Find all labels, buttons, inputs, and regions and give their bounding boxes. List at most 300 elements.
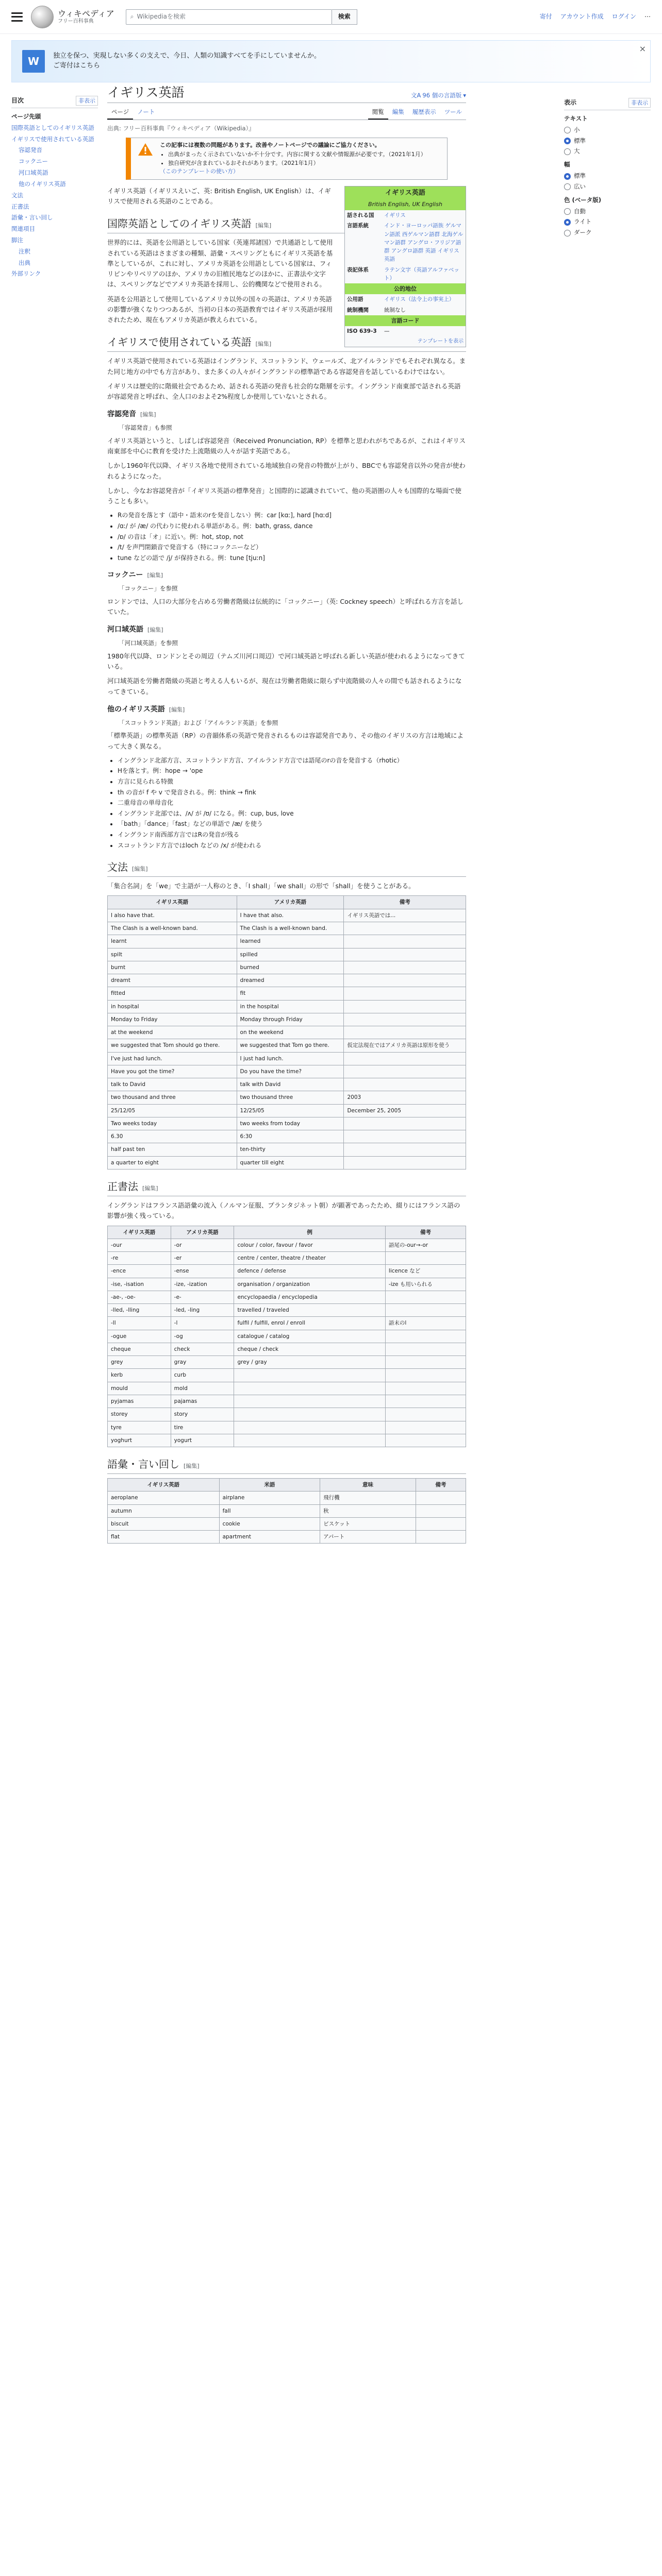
header	[0, 0, 662, 34]
table-cell: at the weekend	[108, 1026, 237, 1039]
appearance-hide-button[interactable]: 非表示	[628, 98, 651, 108]
table-cell: 秋	[320, 1504, 416, 1517]
toc-item[interactable]: 他のイギリス英語	[19, 180, 66, 188]
width-heading: 幅	[564, 161, 570, 168]
banner-text: 独立を保つ、実現しない多くの支えで、今日、人類の知識すべてを手にしていませんか。ご寄付はこちら	[53, 52, 321, 70]
toc-item[interactable]: 文法	[11, 191, 23, 199]
table-cell: a quarter to eight	[108, 1156, 237, 1169]
table-cell	[344, 948, 466, 961]
paragraph: イングランドはフランス語語彙の流入（ノルマン征服、プランタジネット朝）が顕著であったため、綴りにはフランス語の影響が強く残っている。	[107, 1201, 460, 1220]
close-icon[interactable]: ×	[639, 44, 646, 54]
table-cell: grey / gray	[234, 1356, 385, 1369]
tab-read[interactable]: 閲覧	[368, 106, 388, 120]
table-cell	[344, 1143, 466, 1156]
table-cell: check	[171, 1343, 234, 1355]
table-cell: 6:30	[237, 1130, 344, 1143]
width-options	[564, 172, 651, 192]
table-row	[108, 1369, 466, 1382]
hatnote: 「スコットランド英語」および「アイルランド英語」を参照	[119, 719, 278, 726]
table-cell: -our	[108, 1239, 171, 1251]
table-cell: Monday to Friday	[108, 1013, 237, 1026]
table-row	[108, 1026, 466, 1039]
section-heading: 正書法 [編集]	[107, 1179, 466, 1196]
table-row	[108, 1408, 466, 1421]
language-button[interactable]: 文A 96 個の言語版 ▾	[411, 91, 466, 100]
table-cell: fulfil / fulfill, enrol / enroll	[234, 1317, 385, 1330]
table-cell: pyjamas	[108, 1395, 171, 1408]
table-cell: travelled / traveled	[234, 1304, 385, 1317]
toc-item[interactable]: コックニー	[19, 158, 48, 165]
orthography-table	[107, 1226, 466, 1448]
tab-talk[interactable]: ノート	[137, 108, 155, 116]
page-title: イギリス英語	[107, 85, 185, 100]
hatnote: 「コックニー」を参照	[119, 585, 178, 592]
toc-item[interactable]: イギリスで使用されている英語	[11, 135, 94, 143]
table-cell: in hospital	[108, 1000, 237, 1013]
toc-item[interactable]: 容認発音	[19, 146, 42, 154]
paragraph: 世界的には、英語を公用語としている国家（英連邦諸国）で共通語として使用されている英語はさまざまの種類、語彙・スペリングともにイギリス英語を基準としているが、これに対し、アメリカ英語を公用語としている国家は、フィリピンやリベリアのほか、アメリカの旧植民地などのほかに、正書法や文字は、スペリングなどでアメリカ英語を採用し、公的機関などで使用される。	[107, 239, 333, 289]
list-item: • /ɒ/ の音は「オ」に近い。例：hot, stop, not	[118, 532, 466, 542]
table-cell: -ize, -ization	[171, 1278, 234, 1291]
table-cell	[416, 1531, 466, 1544]
table-cell: December 25, 2005	[344, 1104, 466, 1117]
table-cell: fit	[237, 987, 344, 1000]
table-cell	[344, 974, 466, 987]
subsection-heading: コックニー [編集]	[107, 571, 163, 580]
chevron-down-icon: ▾	[463, 92, 466, 99]
bullet-list	[107, 756, 466, 850]
edit-link[interactable]: [編集]	[140, 411, 156, 418]
table-cell	[385, 1408, 466, 1421]
table-row	[108, 1278, 466, 1291]
table-cell: two thousand and three	[108, 1091, 237, 1104]
table-cell: fitted	[108, 987, 237, 1000]
table-cell: I just had lunch.	[237, 1052, 344, 1065]
width-option[interactable]	[564, 182, 651, 192]
paragraph: イギリス英語というと、しばしば容認発音（Received Pronunciation, RP）を標準と思われがちであるが、これはイギリス南東部を中心に教育を受けた上流階級の人々が話す英語である。	[107, 436, 466, 455]
infobox-title: イギリス英語	[345, 187, 466, 200]
table-row	[108, 1065, 466, 1078]
list-item: • Rの発音を落とす（語中・語末のrを発音しない）例：car [kɑː], hard [hɑːd]	[118, 511, 466, 520]
table-cell: 語末のl	[385, 1317, 466, 1330]
table-cell: learnt	[108, 935, 237, 948]
table-cell	[385, 1395, 466, 1408]
toc-item[interactable]: 国際英語としてのイギリス英語	[11, 124, 94, 131]
table-row	[108, 1531, 466, 1544]
toc-item[interactable]: 正書法	[11, 202, 29, 210]
hatnote: 「容認発音」も参照	[119, 424, 172, 432]
table-cell: licence など	[385, 1265, 466, 1278]
table-cell: storey	[108, 1408, 171, 1421]
table-cell	[385, 1291, 466, 1303]
tab-page[interactable]: ページ	[107, 106, 133, 120]
appearance-sidebar	[564, 82, 651, 1550]
infobox-value[interactable]: イギリス（法令上の事実上）	[384, 296, 455, 303]
table-cell: ten-thirty	[237, 1143, 344, 1156]
section-heading: イギリスで使用されている英語 [編集]	[107, 334, 466, 352]
subsection-heading: 他のイギリス英語 [編集]	[107, 705, 185, 714]
table-cell	[234, 1382, 385, 1395]
search-icon: ⌕	[130, 13, 134, 21]
toc-hide-button[interactable]: 非表示	[76, 96, 98, 106]
edit-link[interactable]: [編集]	[255, 341, 272, 348]
edit-link[interactable]: [編集]	[184, 1463, 200, 1470]
infobox-key: 表記体系	[347, 266, 369, 273]
toc-item[interactable]: 脚注	[11, 236, 23, 244]
subsection-heading: 容認発音 [編集]	[107, 410, 156, 419]
table-cell	[416, 1504, 466, 1517]
radio-icon	[564, 138, 571, 144]
width-option-label: 広い	[574, 182, 586, 190]
tab-edit[interactable]: 編集	[392, 108, 404, 116]
text-size-options	[564, 126, 651, 156]
table-cell: gray	[171, 1356, 234, 1369]
table-cell: I also have that.	[108, 909, 237, 922]
table-cell: 25/12/05	[108, 1104, 237, 1117]
table-cell: on the weekend	[237, 1026, 344, 1039]
table-cell: -l	[171, 1317, 234, 1330]
radio-icon	[564, 183, 571, 190]
table-header: アメリカ英語	[237, 896, 344, 909]
infobox-subtitle: British English, UK English	[345, 200, 466, 210]
search-form	[126, 9, 357, 25]
edit-link[interactable]: [編集]	[255, 222, 272, 229]
text-size-option[interactable]	[564, 147, 651, 156]
table-row	[108, 1356, 466, 1369]
table-cell: 6.30	[108, 1130, 237, 1143]
create-account-link[interactable]: アカウント作成	[560, 13, 604, 21]
table-cell: apartment	[219, 1531, 320, 1544]
table-row	[108, 1291, 466, 1303]
lead-paragraph: イギリス英語（イギリスえいご、英: British English, UK English）は、イギリスで使用される英語のことである。	[107, 187, 331, 206]
infobox-value: 統制なし	[384, 307, 406, 313]
table-header: 備考	[385, 1226, 466, 1239]
color-option-label: 自動	[574, 207, 586, 215]
site-tagline: フリー百科事典	[58, 18, 94, 24]
bullet-list	[107, 511, 466, 563]
color-heading: 色 (ベータ版)	[564, 196, 602, 204]
table-cell	[385, 1330, 466, 1343]
table-row	[108, 1091, 466, 1104]
table-cell	[344, 1052, 466, 1065]
list-item: • スコットランド方言ではloch などの /x/ が使われる	[118, 841, 466, 851]
grammar-table	[107, 895, 466, 1170]
table-cell: The Clash is a well-known band.	[237, 922, 344, 935]
issue-item: • 独自研究が含まれているおそれがあります。（2021年1月）	[168, 159, 426, 168]
table-cell: Have you got the time?	[108, 1065, 237, 1078]
table-cell: -ll	[108, 1317, 171, 1330]
paragraph: しかし1960年代以降、イギリス各地で使用されている地域独自の発音の特徴が上がり、BBCでも容認発音以外の発音が使われるようになった。	[107, 462, 466, 480]
table-row	[108, 1052, 466, 1065]
table-cell: イギリス英語では...	[344, 909, 466, 922]
table-cell: learned	[237, 935, 344, 948]
table-row	[108, 1395, 466, 1408]
donate-link[interactable]: 寄付	[539, 13, 552, 21]
table-cell: ビスケット	[320, 1517, 416, 1530]
table-row	[108, 1265, 466, 1278]
color-option[interactable]	[564, 228, 651, 238]
table-cell: I've just had lunch.	[108, 1052, 237, 1065]
table-header: イギリス英語	[108, 1479, 220, 1492]
table-cell	[344, 1026, 466, 1039]
table-row	[108, 909, 466, 922]
table-cell: dreamt	[108, 974, 237, 987]
site-name: ウィキペディア	[58, 9, 114, 19]
list-item: • Hを落とす。例：hope → 'ope	[118, 766, 466, 776]
infobox-key: 話される国	[347, 212, 374, 219]
edit-link[interactable]: [編集]	[169, 706, 185, 713]
table-cell: kerb	[108, 1369, 171, 1382]
table-cell: dreamed	[237, 974, 344, 987]
translate-icon: 文A	[411, 92, 421, 99]
paragraph: イギリスは歴史的に階級社会であるため、話される英語の発音も社会的な階層を示す。イングランド南東部で話される英語が容認発音と呼ばれ、全人口のおよそ2%程度しか使用していないとされる。	[107, 382, 461, 401]
table-cell	[416, 1517, 466, 1530]
table-cell: -er	[171, 1252, 234, 1265]
table-row	[108, 987, 466, 1000]
table-row	[108, 974, 466, 987]
toc-item[interactable]: 河口域英語	[19, 169, 48, 177]
table-row	[108, 1517, 466, 1530]
table-cell: -lled, -lling	[108, 1304, 171, 1317]
table-row	[108, 1304, 466, 1317]
table-header: 意味	[320, 1479, 416, 1492]
toc-item[interactable]: ページ先頭	[11, 113, 41, 121]
list-item: • 方言に見られる特徴	[118, 777, 466, 787]
table-cell: -ize も用いられる	[385, 1278, 466, 1291]
table-header: 米語	[219, 1479, 320, 1492]
table-cell: in the hospital	[237, 1000, 344, 1013]
table-cell: Two weeks today	[108, 1117, 237, 1130]
infobox-value: —	[384, 328, 390, 334]
search-input[interactable]: ⌕ Wikipediaを検索	[126, 9, 332, 25]
infobox-key: ISO 639-3	[347, 328, 377, 334]
infobox	[344, 186, 466, 347]
login-link[interactable]: ログイン	[611, 13, 636, 21]
table-cell	[385, 1356, 466, 1369]
radio-icon	[564, 208, 571, 215]
infobox-template-link[interactable]: テンプレートを表示	[417, 338, 464, 345]
banner-logo: W	[22, 50, 45, 73]
text-size-option[interactable]	[564, 126, 651, 135]
warning-icon	[136, 141, 155, 158]
list-item: • /t/ を声門閉鎖音で発音する（特にコックニーなど）	[118, 543, 466, 552]
table-cell: quarter till eight	[237, 1156, 344, 1169]
table-cell	[385, 1304, 466, 1317]
table-cell: biscuit	[108, 1517, 220, 1530]
paragraph: ロンドンでは、人口の大部分を占める労働者階級は伝統的に「コックニー」（英: Cockney speech）と呼ばれる方言を話していた。	[107, 597, 464, 616]
donation-banner	[11, 40, 651, 82]
table-cell	[344, 1065, 466, 1078]
width-option[interactable]	[564, 172, 651, 181]
radio-icon	[564, 173, 571, 180]
table-cell: Do you have the time?	[237, 1065, 344, 1078]
table-cell	[344, 961, 466, 974]
table-row	[108, 935, 466, 948]
color-option[interactable]	[564, 217, 651, 227]
table-cell	[344, 1117, 466, 1130]
table-cell: burned	[237, 961, 344, 974]
vocabulary-table	[107, 1478, 466, 1544]
table-cell: yoghurt	[108, 1434, 171, 1447]
table-cell: airplane	[219, 1492, 320, 1504]
table-row	[108, 1013, 466, 1026]
infobox-key: 統制機関	[347, 307, 369, 313]
table-row	[108, 1130, 466, 1143]
section-heading: 語彙・言い回し [編集]	[107, 1456, 466, 1474]
table-cell: we suggested that Tom should go there.	[108, 1039, 237, 1052]
edit-link[interactable]: [編集]	[147, 626, 163, 634]
table-cell: curb	[171, 1369, 234, 1382]
main-menu-icon[interactable]	[11, 12, 23, 22]
table-cell: 仮定法現在ではアメリカ英語は原形を使う	[344, 1039, 466, 1052]
table-cell: 語尾の-our→-or	[385, 1239, 466, 1251]
table-header: 備考	[344, 896, 466, 909]
text-size-option[interactable]	[564, 137, 651, 146]
color-option[interactable]	[564, 207, 651, 216]
table-cell: grey	[108, 1356, 171, 1369]
radio-icon	[564, 219, 571, 226]
page-tabs	[107, 106, 466, 120]
tab-history[interactable]: 履歴表示	[412, 108, 436, 116]
table-cell: I have that also.	[237, 909, 344, 922]
table-cell: aeroplane	[108, 1492, 220, 1504]
toc-item[interactable]: 出典	[19, 259, 30, 266]
table-row	[108, 1382, 466, 1395]
table-cell	[416, 1492, 466, 1504]
radio-icon	[564, 148, 571, 155]
table-cell: tyre	[108, 1421, 171, 1434]
table-cell	[234, 1395, 385, 1408]
list-item: • tune などの語で /j/ が保持される。例：tune [tjuːn]	[118, 553, 466, 563]
edit-link[interactable]: [編集]	[142, 1185, 158, 1192]
list-item: • イングランド北部方言、スコットランド方言、アイルランド方言では語尾のrの音を発音する（rhotic）	[118, 756, 466, 766]
issues-head: この記事には複数の問題があります。改善やノートページでの議論にご協力ください。	[160, 141, 380, 148]
infobox-value[interactable]: イギリス	[384, 212, 406, 219]
table-row	[108, 1156, 466, 1169]
template-usage-link[interactable]: （このテンプレートの使い方）	[160, 168, 239, 175]
edit-link[interactable]: [編集]	[132, 866, 148, 873]
table-cell: encyclopaedia / encyclopedia	[234, 1291, 385, 1303]
table-cell: アパート	[320, 1531, 416, 1544]
issues-box	[126, 138, 448, 180]
table-cell: -ense	[171, 1265, 234, 1278]
paragraph: 英語を公用語として使用しているアメリカ以外の国々の英語は、アメリカ英語の影響が強くなりつつあるが、当初の日本の英語教育ではイギリス英語が採用されたため、現在もアメリカ英語が教えられている。	[107, 295, 333, 324]
infobox-value[interactable]: ラテン文字（英語アルファベット）	[384, 266, 459, 281]
table-cell: centre / center, theatre / theater	[234, 1252, 385, 1265]
list-item: • イングランド北部では、/ʌ/ が /ʊ/ になる。例：cup, bus, love	[118, 809, 466, 819]
table-cell: -or	[171, 1239, 234, 1251]
table-row	[108, 1000, 466, 1013]
table-header: 例	[234, 1226, 385, 1239]
table-cell	[385, 1343, 466, 1355]
user-links	[540, 12, 651, 22]
table-row	[108, 1078, 466, 1091]
table-cell	[344, 1013, 466, 1026]
toc-list	[11, 111, 98, 280]
from-wikipedia: 出典: フリー百科事典『ウィキペディア（Wikipedia）』	[107, 125, 255, 132]
table-cell	[385, 1421, 466, 1434]
table-cell: half past ten	[108, 1143, 237, 1156]
issue-item: • 出典がまったく示されていないか不十分です。内容に関する文献や情報源が必要です。（2021年1月）	[168, 150, 426, 159]
table-cell: fall	[219, 1504, 320, 1517]
search-button[interactable]: 検索	[332, 9, 357, 25]
table-cell	[385, 1252, 466, 1265]
paragraph: しかし、今なお容認発音が「イギリス英語の標準発音」と国際的に認識されていて、他の英語圏の人々も国際的な場面で使うことも多い。	[107, 486, 462, 505]
table-cell: cookie	[219, 1517, 320, 1530]
edit-link[interactable]: [編集]	[147, 572, 163, 579]
toc-item[interactable]: 関連項目	[11, 225, 35, 233]
table-row	[108, 922, 466, 935]
toc-heading: 目次	[11, 97, 24, 104]
list-item: • イングランド南西部方言ではRの発音が残る	[118, 830, 466, 840]
table-cell	[385, 1382, 466, 1395]
table-cell	[234, 1369, 385, 1382]
wikipedia-logo[interactable]	[31, 6, 114, 28]
table-row	[108, 1117, 466, 1130]
tab-tools[interactable]: ツール	[444, 108, 462, 116]
infobox-value[interactable]: インド・ヨーロッパ語族 ゲルマン語派 西ゲルマン語群 北海ゲルマン語群 アングロ・フリジア語群 アングロ語群 英語 イギリス英語	[384, 223, 464, 263]
table-cell: catalogue / catalog	[234, 1330, 385, 1343]
text-size-option-label: 標準	[574, 137, 586, 144]
table-cell: -ae-, -oe-	[108, 1291, 171, 1303]
table-cell	[344, 935, 466, 948]
table-row	[108, 1343, 466, 1355]
table-cell: 2003	[344, 1091, 466, 1104]
table-cell: The Clash is a well-known band.	[108, 922, 237, 935]
infobox-section: 言語コード	[345, 315, 466, 326]
table-cell: spilt	[108, 948, 237, 961]
table-cell: autumn	[108, 1504, 220, 1517]
table-cell: talk with David	[237, 1078, 344, 1091]
table-cell: defence / defense	[234, 1265, 385, 1278]
table-cell: -og	[171, 1330, 234, 1343]
table-row	[108, 1239, 466, 1251]
table-row	[108, 1504, 466, 1517]
infobox-key: 言語系統	[347, 223, 369, 229]
table-cell: -led, -ling	[171, 1304, 234, 1317]
table-row	[108, 1252, 466, 1265]
more-options-icon[interactable]: ⋯	[644, 13, 651, 21]
main-content	[107, 82, 466, 1550]
radio-icon	[564, 230, 571, 236]
toc-item[interactable]: 注釈	[19, 247, 30, 255]
table-cell: story	[171, 1408, 234, 1421]
text-size-option-label: 小	[574, 126, 580, 133]
table-cell: organisation / organization	[234, 1278, 385, 1291]
table-row	[108, 948, 466, 961]
appearance-heading: 表示	[564, 99, 577, 106]
width-option-label: 標準	[574, 172, 586, 180]
table-cell: tire	[171, 1421, 234, 1434]
radio-icon	[564, 127, 571, 133]
table-row	[108, 1039, 466, 1052]
table-cell: mold	[171, 1382, 234, 1395]
toc-item[interactable]: 語彙・言い回し	[11, 214, 53, 222]
toc-item[interactable]: 外部リンク	[11, 270, 41, 278]
paragraph: 1980年代以降、ロンドンとその周辺（テムズ川河口周辺）で河口域英語と呼ばれる新しい英語が使われるようになってきている。	[107, 652, 465, 671]
list-item: • 「bath」「dance」「fast」などの単語で /æ/ を使う	[118, 819, 466, 829]
table-cell: cheque / check	[234, 1343, 385, 1355]
table-cell: colour / color, favour / favor	[234, 1239, 385, 1251]
table-cell	[344, 1000, 466, 1013]
table-row	[108, 1104, 466, 1117]
table-row	[108, 1330, 466, 1343]
table-cell: pajamas	[171, 1395, 234, 1408]
table-cell: we suggested that Tom go there.	[237, 1039, 344, 1052]
hatnote: 「河口域英語」を参照	[119, 639, 178, 647]
table-cell	[385, 1434, 466, 1447]
table-cell: -ise, -isation	[108, 1278, 171, 1291]
